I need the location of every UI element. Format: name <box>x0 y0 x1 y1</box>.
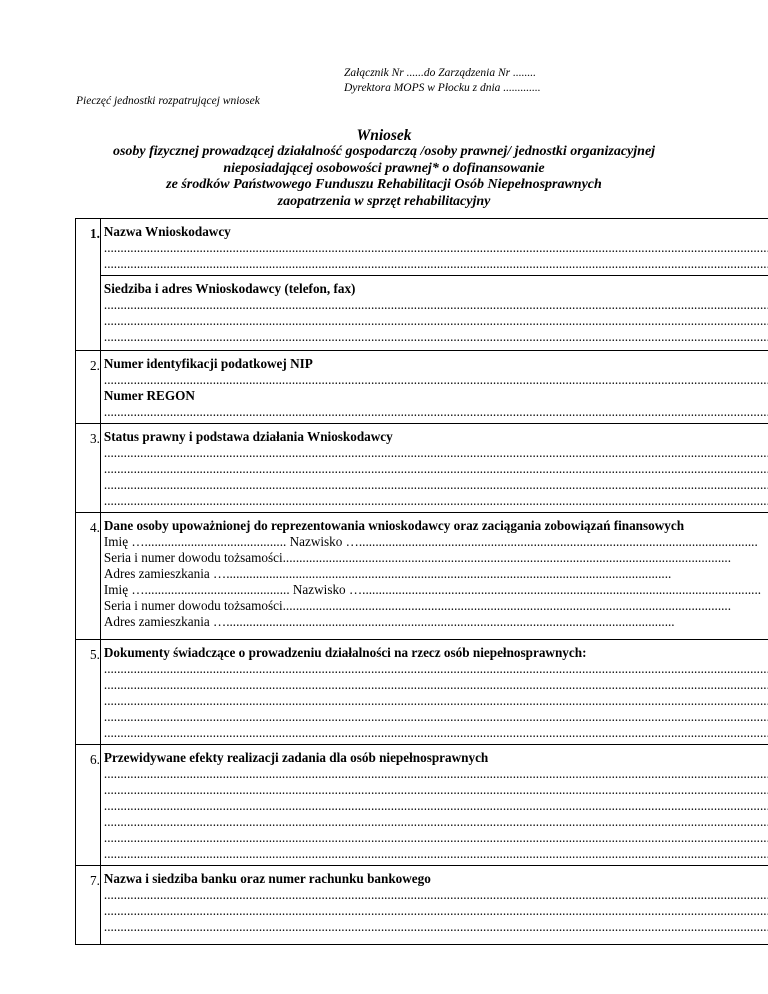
id-document-label: Seria i numer dowodu tożsamości <box>103 550 283 565</box>
fill-line[interactable] <box>104 461 768 477</box>
section-2-cell[interactable] <box>100 351 768 424</box>
fill-line[interactable] <box>104 814 768 830</box>
representative-label: Dane osoby upoważnionej do reprezentowania wnioskodawcy oraz zaciągania zobowiązań finansowych <box>103 518 685 533</box>
fill-line[interactable] <box>104 782 768 798</box>
fill-line[interactable] <box>104 445 768 461</box>
fill-line[interactable] <box>104 725 768 741</box>
legal-status-label: Status prawny i podstawa działania Wnioskodawcy <box>103 429 393 444</box>
fill-line[interactable] <box>104 404 768 420</box>
title-line-5: zaopatrzenia w sprzęt rehabilitacyjny <box>277 193 491 209</box>
expected-effects-label: Przewidywane efekty realizacji zadania dla osób niepełnosprawnych <box>103 750 489 765</box>
section-2-number: 2. <box>76 351 101 424</box>
section-3-cell[interactable] <box>100 424 768 513</box>
stamp-label: Pieczęć jednostki rozpatrującej wniosek <box>76 95 260 107</box>
fill-line[interactable] <box>104 830 768 846</box>
section-1-seat-row <box>76 276 768 351</box>
fill-line[interactable] <box>104 887 768 903</box>
title-line-4: ze środków Państwowego Funduszu Rehabilitacji Osób Niepełnosprawnych <box>166 177 602 192</box>
representative-1-names[interactable]: Imię …........................................... Nazwisko …......................................................................................................................... <box>103 534 758 549</box>
annex-reference <box>344 66 541 96</box>
title-line-3: nieposiadającej osobowości prawnej* o dofinansowanie <box>223 160 545 176</box>
representative-2-id[interactable]: Seria i numer dowodu tożsamości........................................................................................................................................ <box>103 598 731 613</box>
address-label: Adres zamieszkania <box>103 614 210 629</box>
representative-2-names[interactable]: Imię …............................................ Nazwisko …......................................................................................................................... <box>103 582 762 597</box>
fill-line[interactable] <box>104 919 768 935</box>
title-main: Wniosek <box>356 127 412 144</box>
title-line-2: osoby fizycznej prowadzącej działalność gospodarczą /osoby prawnej/ jednostki organizacyjnej <box>112 144 656 159</box>
section-7-row <box>76 866 768 945</box>
first-name-label: Imię <box>103 534 129 549</box>
first-name-label: Imię <box>103 582 129 597</box>
representative-2-address[interactable]: Adres zamieszkania …........................................................................................................................................ <box>103 614 675 629</box>
form-title <box>60 127 708 210</box>
fill-line[interactable] <box>104 240 768 256</box>
fill-line[interactable] <box>104 677 768 693</box>
section-1-seat-cell[interactable] <box>100 276 768 351</box>
section-5-number: 5. <box>76 640 101 745</box>
section-1-number: 1. <box>76 219 101 351</box>
applicant-name-label: Nazwa Wnioskodawcy <box>103 224 231 239</box>
bank-account-label: Nazwa i siedziba banku oraz numer rachunku bankowego <box>103 871 431 886</box>
application-form-table <box>75 218 768 945</box>
fill-line[interactable] <box>104 709 768 725</box>
section-6-row <box>76 745 768 866</box>
regon-label: Numer REGON <box>103 388 195 403</box>
section-4-number: 4. <box>76 513 101 640</box>
fill-line[interactable] <box>104 297 768 313</box>
documents-label: Dokumenty świadczące o prowadzeniu działalności na rzecz osób niepełnosprawnych: <box>103 645 587 660</box>
fill-line[interactable] <box>104 766 768 782</box>
fill-line[interactable] <box>104 493 768 509</box>
last-name-label: Nazwisko <box>292 582 346 597</box>
nip-label: Numer identyfikacji podatkowej NIP <box>103 356 313 371</box>
fill-line[interactable] <box>104 661 768 677</box>
fill-line[interactable] <box>104 329 768 345</box>
section-5-cell[interactable] <box>100 640 768 745</box>
fill-line[interactable] <box>104 846 768 862</box>
section-7-number: 7. <box>76 866 101 945</box>
section-4-row <box>76 513 768 640</box>
fill-line[interactable] <box>104 477 768 493</box>
representative-1-id[interactable]: Seria i numer dowodu tożsamości........................................................................................................................................ <box>103 550 731 565</box>
representative-1-address[interactable]: Adres zamieszkania …....................................................................................................................................... <box>103 566 672 581</box>
fill-line[interactable] <box>104 798 768 814</box>
annex-line-2: Dyrektora MOPS w Płocku z dnia ............. <box>344 82 541 94</box>
last-name-label: Nazwisko <box>289 534 343 549</box>
section-7-cell[interactable] <box>100 866 768 945</box>
section-3-row <box>76 424 768 513</box>
fill-line[interactable] <box>104 313 768 329</box>
section-4-cell[interactable] <box>100 513 768 640</box>
applicant-seat-label: Siedziba i adres Wnioskodawcy (telefon, fax) <box>103 281 356 296</box>
section-1-row <box>76 219 768 276</box>
section-6-number: 6. <box>76 745 101 866</box>
section-1-name-cell[interactable] <box>100 219 768 276</box>
section-6-cell[interactable] <box>100 745 768 866</box>
fill-line[interactable] <box>104 903 768 919</box>
section-5-row <box>76 640 768 745</box>
section-3-number: 3. <box>76 424 101 513</box>
fill-line[interactable] <box>104 256 768 272</box>
annex-line-1: Załącznik Nr ......do Zarządzenia Nr ........ <box>344 67 537 79</box>
address-label: Adres zamieszkania <box>103 566 210 581</box>
section-2-row <box>76 351 768 424</box>
id-document-label: Seria i numer dowodu tożsamości <box>103 598 283 613</box>
fill-line[interactable] <box>104 372 768 388</box>
fill-line[interactable] <box>104 693 768 709</box>
